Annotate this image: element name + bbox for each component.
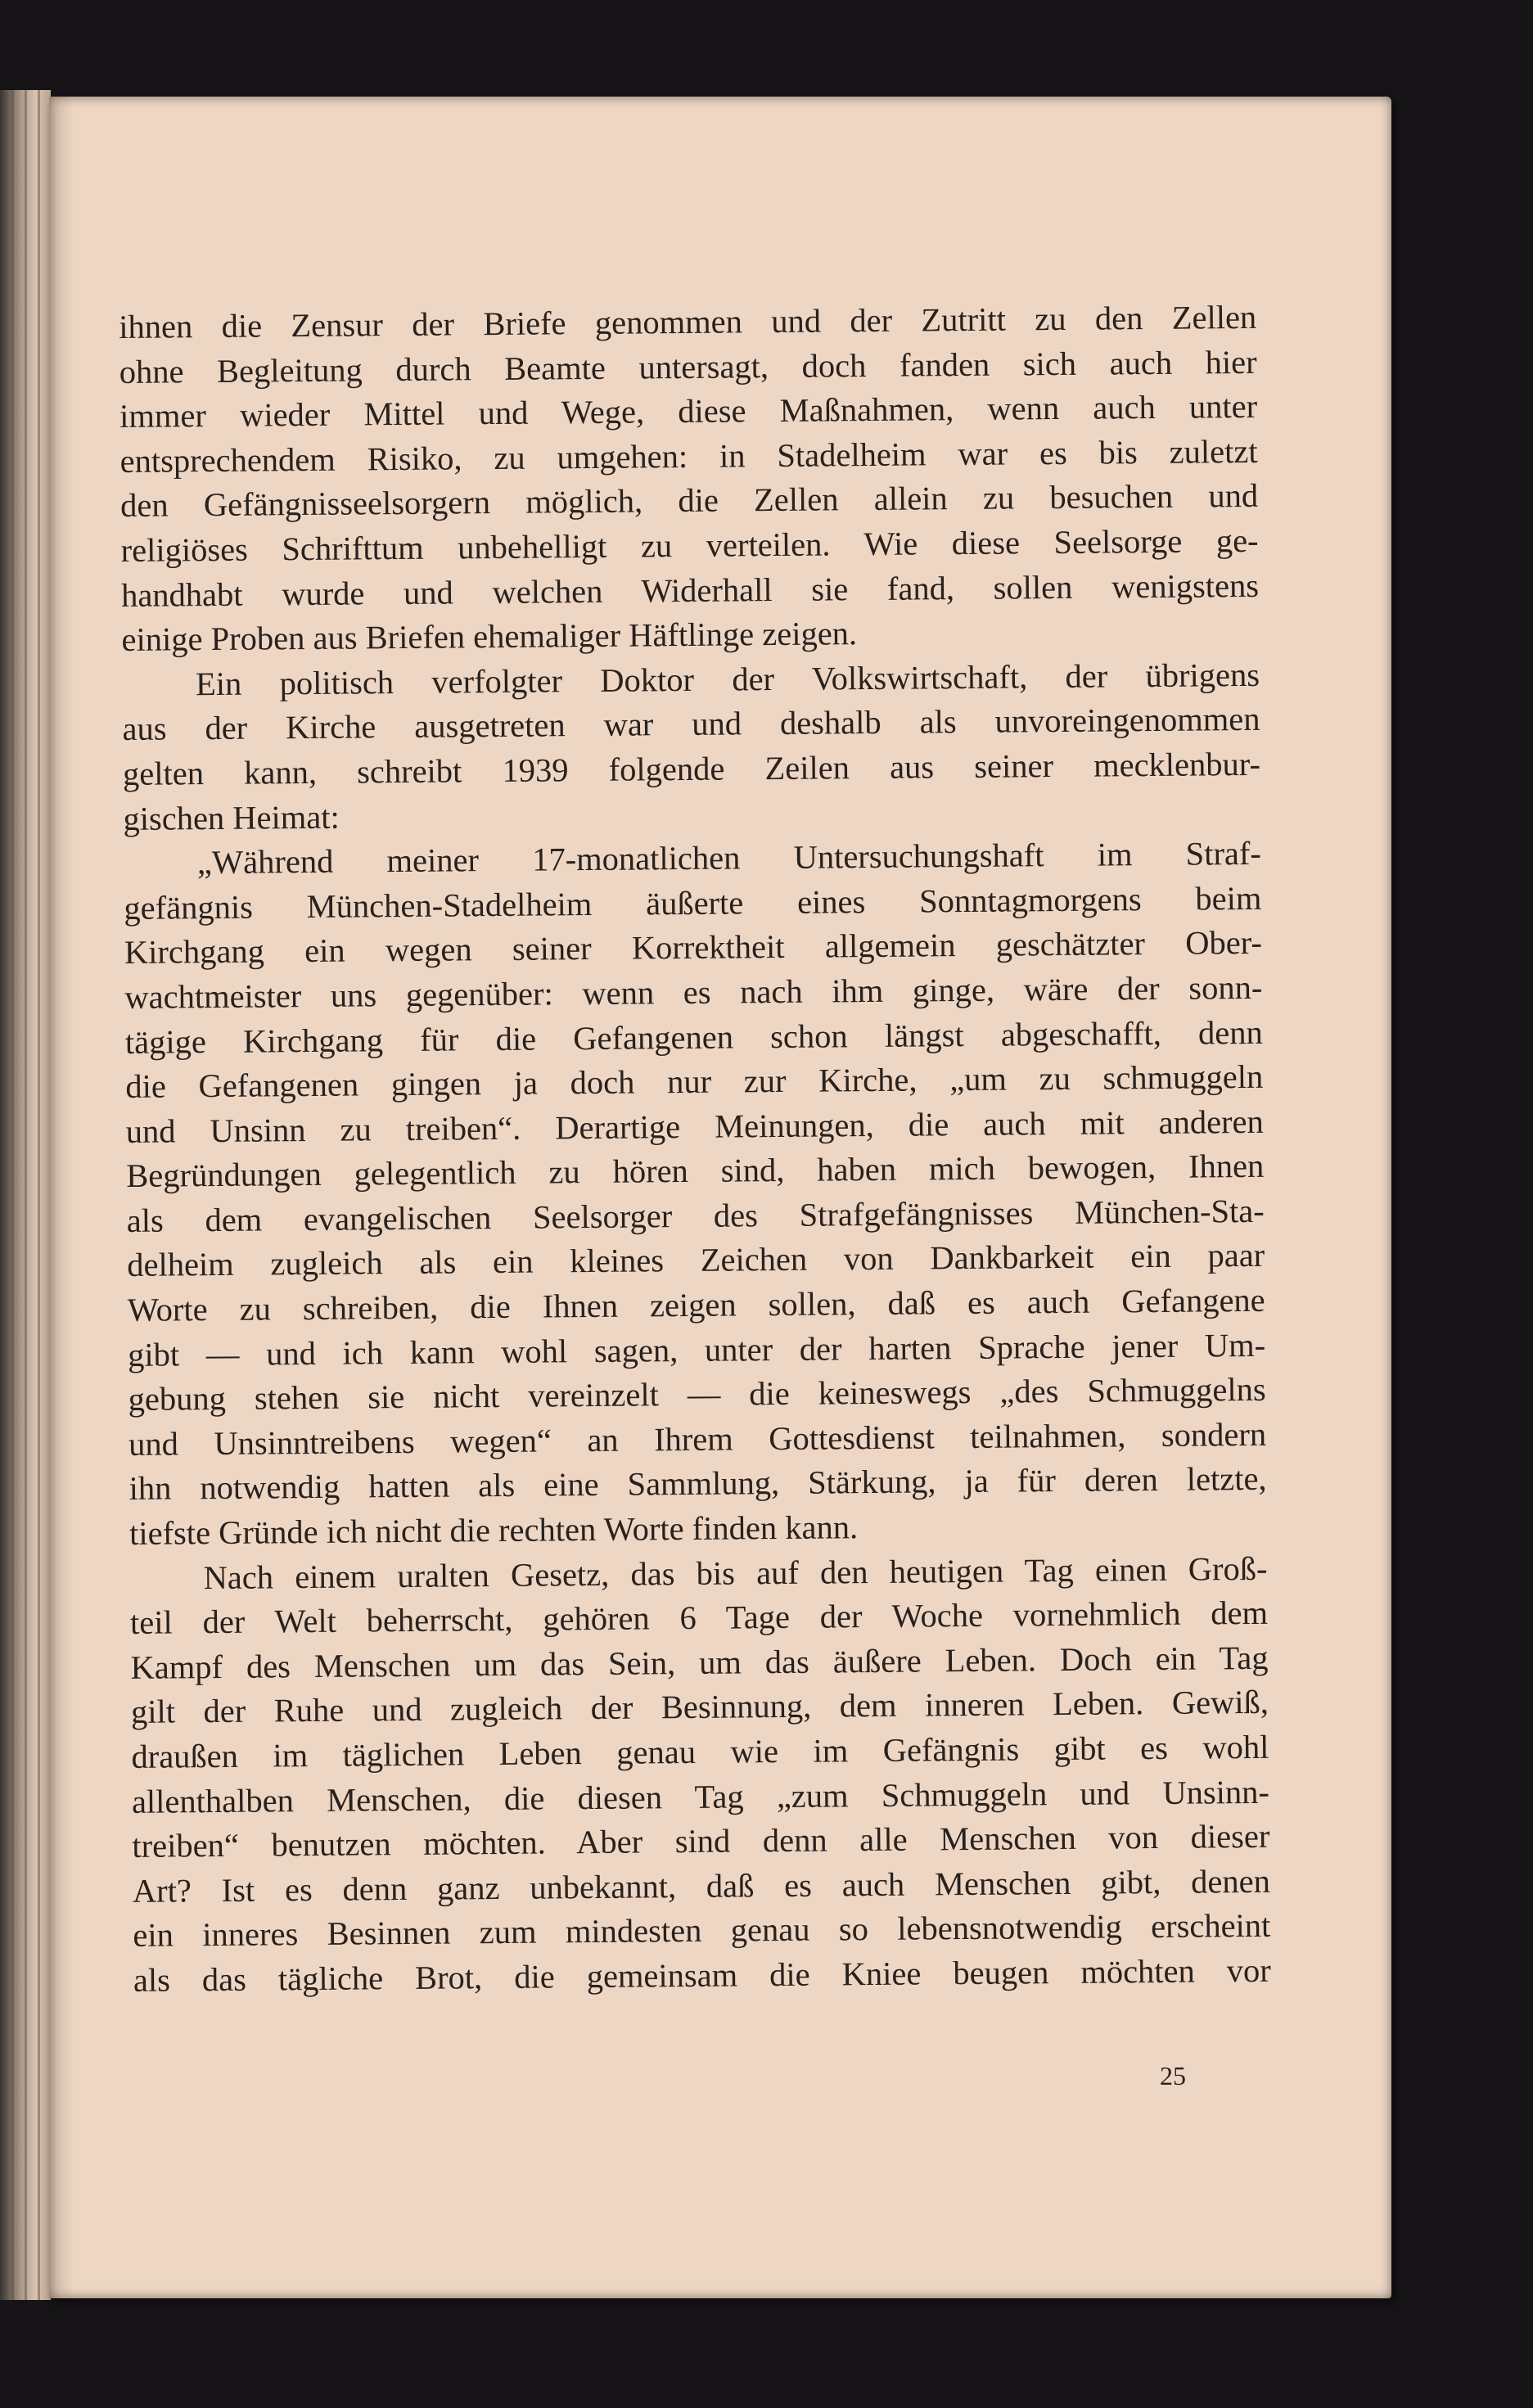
text-line: gibt — und ich kann wohl sagen, unter der harten Sprache jener Um- xyxy=(127,1326,1266,1373)
text-line: wachtmeister uns gegenüber: wenn es nach ihm ginge, wäre der sonn- xyxy=(124,968,1263,1016)
text-line: gischen Heimat: xyxy=(123,798,340,837)
text-line: ohne Begleitung durch Beamte untersagt, doch fanden sich auch hier xyxy=(119,343,1257,390)
text-line: tägige Kirchgang für die Gefangenen schon längst abgeschafft, denn xyxy=(124,1013,1263,1061)
page-edge-line xyxy=(25,90,27,2300)
text-line: Ein politisch verfolgter Doktor der Volkswirtschaft, der übrigens xyxy=(195,656,1260,702)
text-line: und Unsinn zu treiben“. Derartige Meinungen, die auch mit anderen xyxy=(125,1103,1264,1150)
text-line: als das tägliche Brot, die gemeinsam die Kniee beugen möchten vor xyxy=(133,1951,1272,1999)
text-line: Kirchgang ein wegen seiner Korrektheit allgemein geschätzter Ober- xyxy=(124,924,1263,972)
text-line: ihn notwendig hatten als eine Sammlung, Stärkung, ja für deren letzte, xyxy=(129,1460,1267,1508)
text-line: aus der Kirche ausgetreten war und deshalb als unvoreingenommen xyxy=(122,701,1260,748)
text-line: draußen im täglichen Leben genau wie im Gefängnis gibt es wohl xyxy=(131,1728,1269,1775)
body-text xyxy=(119,295,1271,2004)
text-line: tiefste Gründe ich nicht die rechten Worte finden kann. xyxy=(129,1508,859,1552)
text-line: einige Proben aus Briefen ehemaliger Häftlinge zeigen. xyxy=(121,615,858,659)
text-line: allenthalben Menschen, die diesen Tag „zum Schmuggeln und Unsinn- xyxy=(131,1773,1270,1820)
text-line: ihnen die Zensur der Briefe genommen und der Zutritt zu den Zellen xyxy=(119,298,1257,345)
text-line: Nach einem uralten Gesetz, das bis auf den heutigen Tag einen Groß- xyxy=(203,1549,1268,1596)
text-line: treiben“ benutzen möchten. Aber sind denn alle Menschen von dieser xyxy=(132,1817,1270,1865)
text-line: religiöses Schrifttum unbehelligt zu verteilen. Wie diese Seelsorge ge- xyxy=(120,521,1259,569)
page-number: 25 xyxy=(1160,2061,1186,2090)
text-line: handhabt wurde und welchen Widerhall sie fand, sollen wenigstens xyxy=(120,566,1260,614)
text-line: „Während meiner 17-monatlichen Untersuchungshaft im Straf- xyxy=(196,834,1262,882)
text-line: ein inneres Besinnen zum mindesten genau so lebensnotwendig erscheint xyxy=(133,1907,1271,1955)
text-line: Art? Ist es denn ganz unbekannt, daß es auch Menschen gibt, denen xyxy=(132,1862,1271,1910)
text-line: Worte zu schreiben, die Ihnen zeigen sollen, daß es auch Gefangene xyxy=(127,1281,1265,1329)
text-line: gilt der Ruhe und zugleich der Besinnung, dem inneren Leben. Gewiß, xyxy=(130,1684,1269,1731)
text-line: gelten kann, schreibt 1939 folgende Zeilen aus seiner mecklenbur- xyxy=(122,745,1261,792)
text-line: gefängnis München-Stadelheim äußerte eines Sonntagmorgens beim xyxy=(124,879,1262,927)
text-line: entsprechendem Risiko, zu umgehen: in Stadelheim war es bis zuletzt xyxy=(119,432,1258,480)
text-line: und Unsinntreibens wegen“ an Ihrem Gottesdienst teilnahmen, sondern xyxy=(128,1415,1267,1463)
text-line: immer wieder Mittel und Wege, diese Maßnahmen, wenn auch unter xyxy=(119,388,1258,435)
text-line: Begründungen gelegentlich zu hören sind, haben mich bewogen, Ihnen xyxy=(126,1148,1265,1195)
text-line: die Gefangenen gingen ja doch nur zur Kirche, „um zu schmuggeln xyxy=(125,1057,1264,1106)
text-line: gebung stehen sie nicht vereinzelt — die keineswegs „des Schmuggelns xyxy=(128,1371,1266,1418)
text-line: Kampf des Menschen um das Sein, um das äußere Leben. Doch ein Tag xyxy=(130,1639,1269,1686)
page-edge-line xyxy=(38,90,40,2300)
text-line: teil der Welt beherrscht, gehören 6 Tage der Woche vornehmlich dem xyxy=(129,1594,1269,1642)
text-line: den Gefängnisseelsorgern möglich, die Zellen allein zu besuchen und xyxy=(119,477,1259,525)
page-edge-line xyxy=(11,90,14,2300)
text-line: als dem evangelischen Seelsorger des Strafgefängnisses München-Sta- xyxy=(126,1192,1265,1239)
text-line: delheim zugleich als ein kleines Zeichen von Dankbarkeit ein paar xyxy=(127,1237,1265,1284)
book-page xyxy=(49,97,1391,2298)
